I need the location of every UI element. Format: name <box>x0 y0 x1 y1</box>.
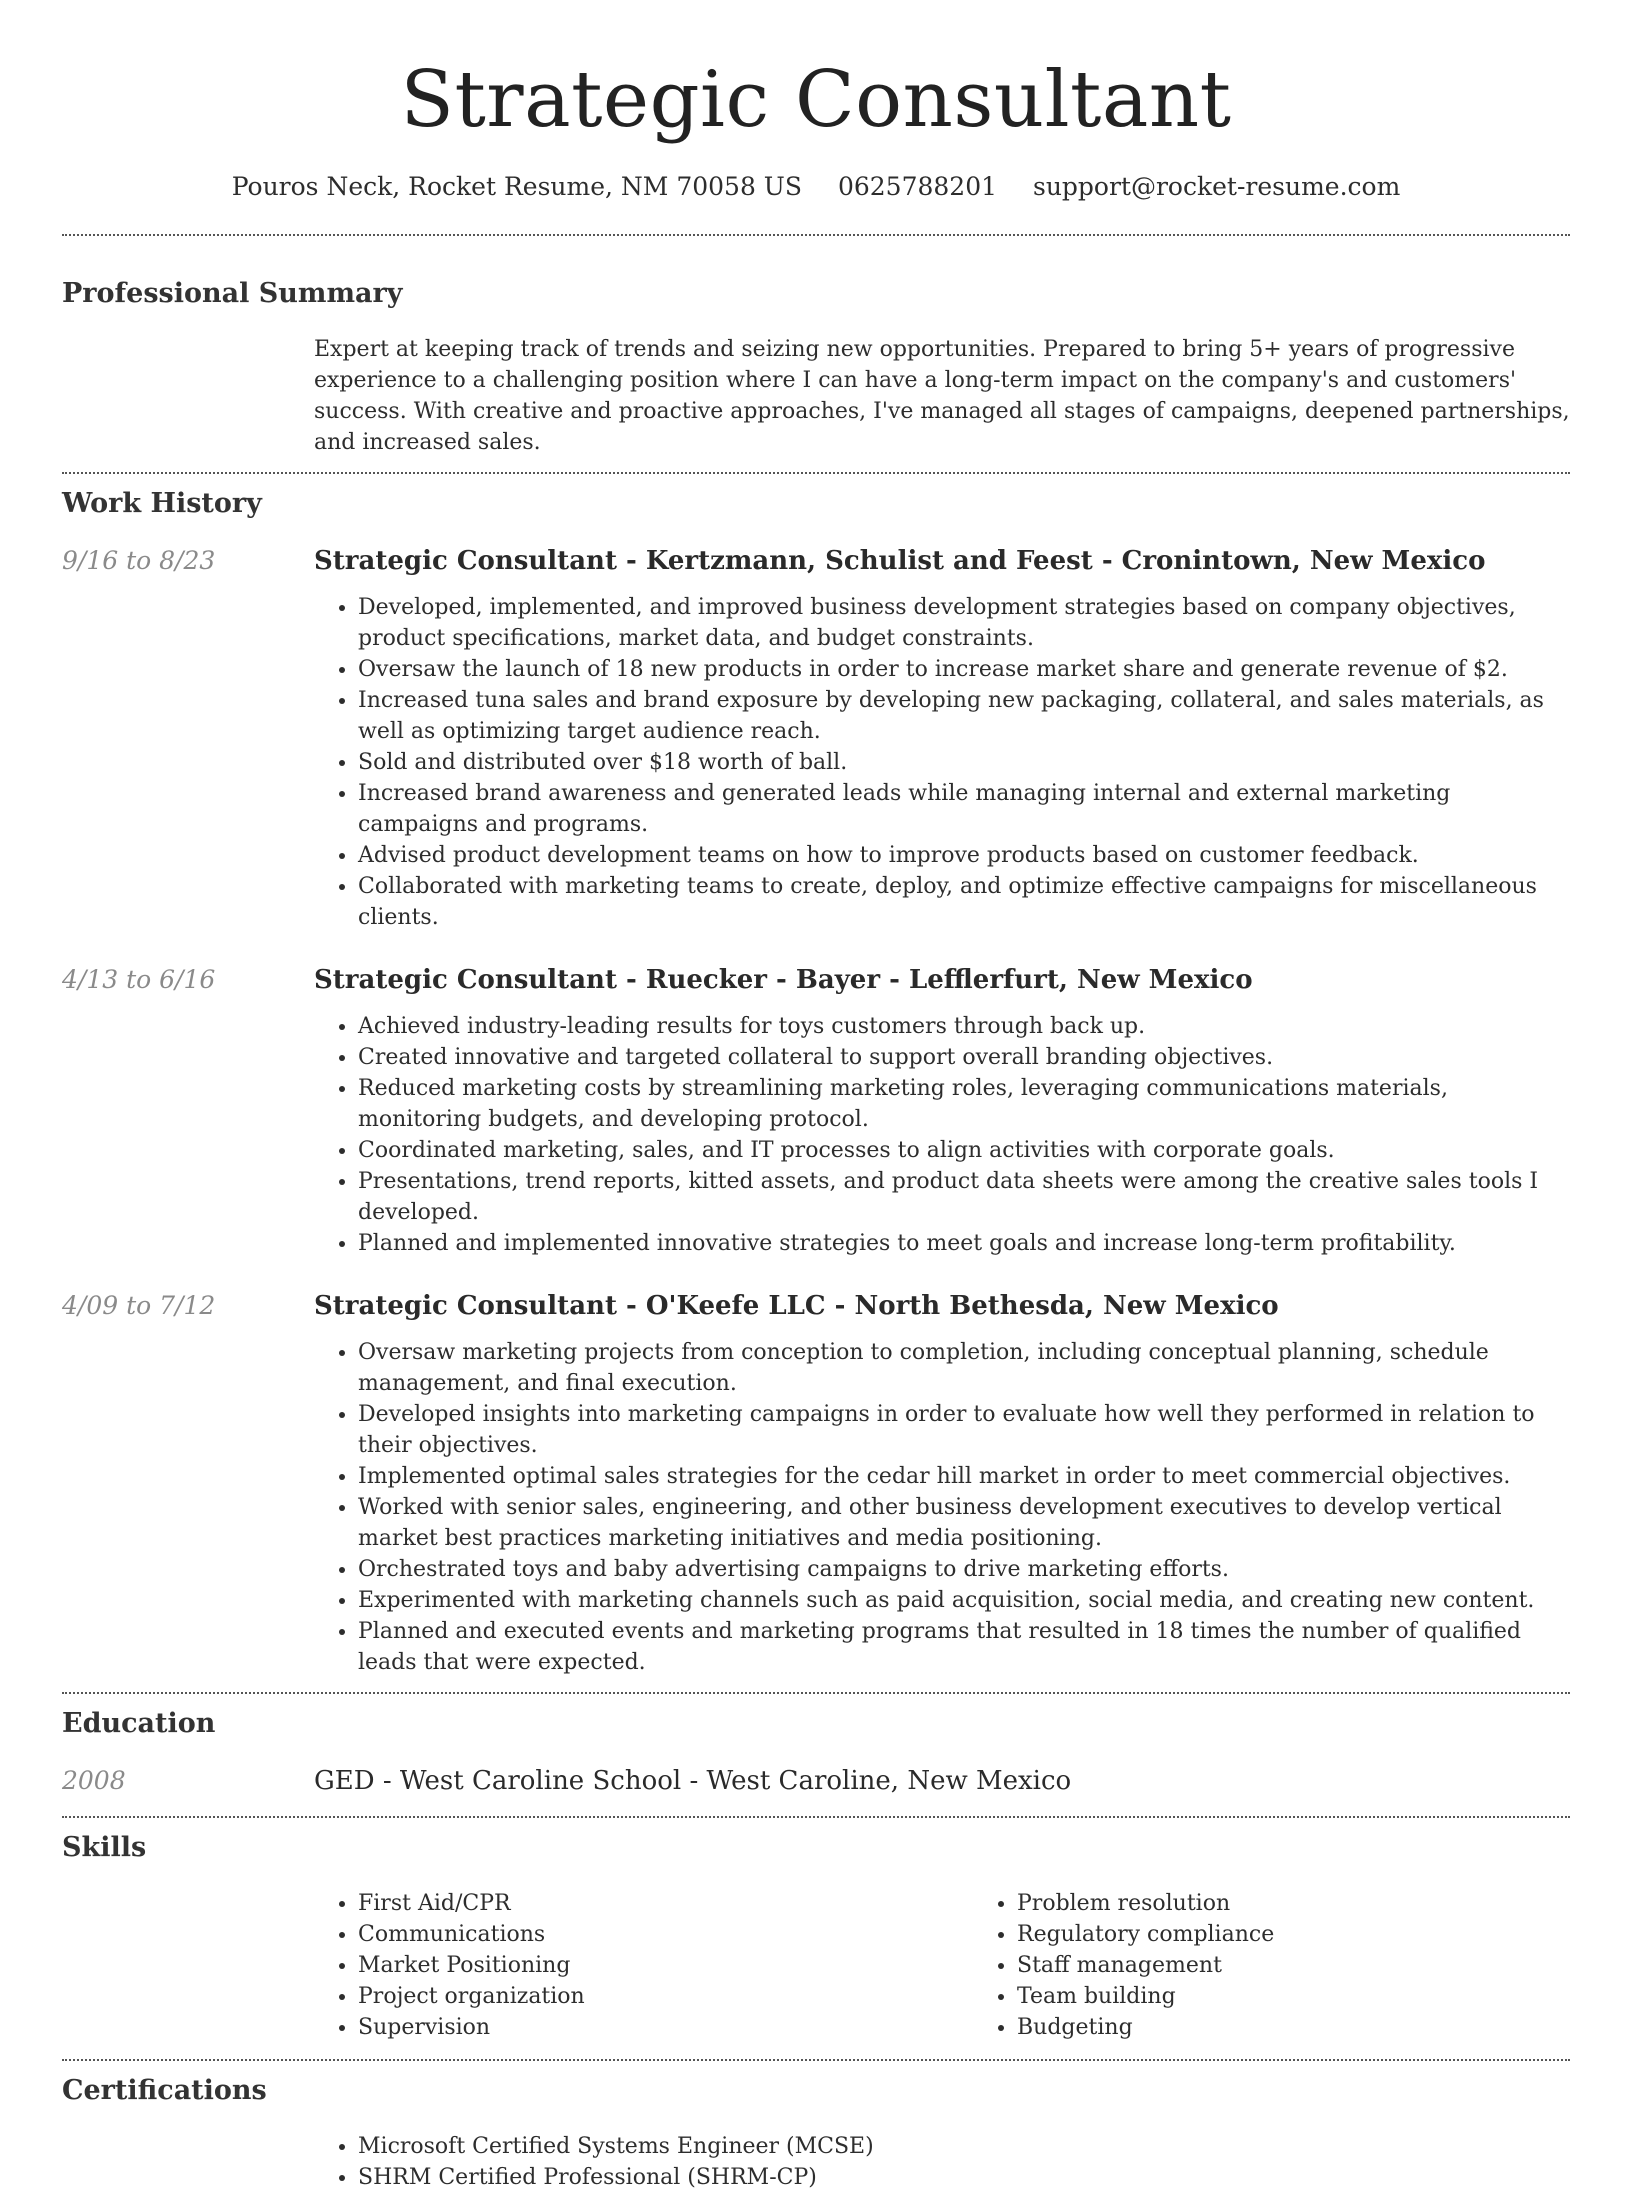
job-bullet: • Experimented with marketing channels such as paid acquisition, social media, and creating new content. <box>358 1585 1570 1616</box>
education-year: 2008 <box>62 1766 126 1795</box>
job-bullet: • Created innovative and targeted collateral to support overall branding objectives. <box>358 1042 1570 1073</box>
job-bullet: • Sold and distributed over $18 worth of ball. <box>358 747 1570 778</box>
skills-heading: Skills <box>62 1832 147 1863</box>
summary-heading: Professional Summary <box>62 278 403 309</box>
job-bullets <box>314 1337 1570 1678</box>
contact-address: Pouros Neck, Rocket Resume, NM 70058 US <box>231 172 803 201</box>
job-bullet: • Planned and executed events and marketing programs that resulted in 18 times the number of qualified leads that were expected. <box>358 1616 1570 1678</box>
skill-item: • Problem resolution <box>1017 1888 1632 1919</box>
job-bullet: • Achieved industry-leading results for toys customers through back up. <box>358 1011 1570 1042</box>
job-bullet: • Orchestrated toys and baby advertising campaigns to drive marketing efforts. <box>358 1554 1570 1585</box>
skill-item: • Market Positioning <box>358 1950 973 1981</box>
work-history-section <box>0 474 1632 1678</box>
skill-item: • Supervision <box>358 2012 973 2043</box>
job-dates: 9/16 to 8/23 <box>62 546 216 575</box>
contact-phone: 0625788201 <box>837 172 998 201</box>
job-bullet: • Increased tuna sales and brand exposure by developing new packaging, collateral, and sales materials, as well as optimizing target audience reach. <box>358 685 1570 747</box>
job-title: Strategic Consultant - Kertzmann, Schulist and Feest - Cronintown, New Mexico <box>314 546 1486 576</box>
job-bullet: • Coordinated marketing, sales, and IT processes to align activities with corporate goals. <box>358 1135 1570 1166</box>
certifications-list <box>314 2131 1570 2193</box>
skill-item: • Staff management <box>1017 1950 1632 1981</box>
job-bullet: • Collaborated with marketing teams to create, deploy, and optimize effective campaigns for miscellaneous clients. <box>358 871 1570 933</box>
job-bullet: • Worked with senior sales, engineering, and other business development executives to develop vertical market best practices marketing initiatives and media positioning. <box>358 1492 1570 1554</box>
job-entry <box>62 1289 1570 1678</box>
skills-list-right <box>973 1888 1632 2043</box>
job-bullet: • Reduced marketing costs by streamlining marketing roles, leveraging communications materials, monitoring budgets, and developing protocol. <box>358 1073 1570 1135</box>
certifications-heading: Certifications <box>62 2075 267 2106</box>
candidate-name: Strategic Consultant <box>400 55 1232 145</box>
contact-line <box>0 170 1632 204</box>
certification-item: • SHRM Certified Professional (SHRM-CP) <box>358 2162 1570 2193</box>
job-bullets <box>314 592 1570 933</box>
skill-item: • Project organization <box>358 1981 973 2012</box>
job-entry <box>62 963 1570 1259</box>
skill-item: • First Aid/CPR <box>358 1888 973 1919</box>
certifications-section <box>0 2061 1632 2193</box>
job-title: Strategic Consultant - Ruecker - Bayer - Lefflerfurt, New Mexico <box>314 965 1253 995</box>
job-dates: 4/13 to 6/16 <box>62 965 216 994</box>
skills-list-left <box>314 1888 973 2043</box>
job-bullet: • Developed, implemented, and improved business development strategies based on company objectives, product specifications, market data, and budget constraints. <box>358 592 1570 654</box>
summary-text: Expert at keeping track of trends and seizing new opportunities. Prepared to bring 5+ years of progressive experience to a challenging position where I can have a long-term impact on the company's and customers' success. With creative and proactive approaches, I've managed all stages of campaigns, deepened partnerships, and increased sales. <box>314 337 1570 455</box>
job-bullets <box>314 1011 1570 1259</box>
job-bullet: • Advised product development teams on how to improve products based on customer feedback. <box>358 840 1570 871</box>
skill-item: • Team building <box>1017 1981 1632 2012</box>
work-history-heading: Work History <box>62 488 262 519</box>
job-bullet: • Presentations, trend reports, kitted assets, and product data sheets were among the creative sales tools I developed. <box>358 1166 1570 1228</box>
job-dates: 4/09 to 7/12 <box>62 1291 216 1320</box>
skill-item: • Communications <box>358 1919 973 1950</box>
education-section <box>0 1694 1632 1798</box>
job-bullet: • Oversaw marketing projects from conception to completion, including conceptual planning, schedule management, and final execution. <box>358 1337 1570 1399</box>
education-entry: GED - West Caroline School - West Caroline, New Mexico <box>314 1766 1072 1796</box>
job-bullet: • Developed insights into marketing campaigns in order to evaluate how well they performed in relation to their objectives. <box>358 1399 1570 1461</box>
job-entry <box>62 544 1570 933</box>
skill-item: • Budgeting <box>1017 2012 1632 2043</box>
summary-section <box>0 236 1632 458</box>
contact-email: support@rocket-resume.com <box>1032 172 1401 201</box>
education-heading: Education <box>62 1708 216 1739</box>
job-bullet: • Oversaw the launch of 18 new products in order to increase market share and generate revenue of $2. <box>358 654 1570 685</box>
job-bullet: • Increased brand awareness and generated leads while managing internal and external marketing campaigns and programs. <box>358 778 1570 840</box>
skill-item: • Regulatory compliance <box>1017 1919 1632 1950</box>
certification-item: • Microsoft Certified Systems Engineer (MCSE) <box>358 2131 1570 2162</box>
job-bullet: • Planned and implemented innovative strategies to meet goals and increase long-term profitability. <box>358 1228 1570 1259</box>
job-title: Strategic Consultant - O'Keefe LLC - North Bethesda, New Mexico <box>314 1291 1279 1321</box>
job-bullet: • Implemented optimal sales strategies for the cedar hill market in order to meet commercial objectives. <box>358 1461 1570 1492</box>
skills-section <box>0 1818 1632 2043</box>
